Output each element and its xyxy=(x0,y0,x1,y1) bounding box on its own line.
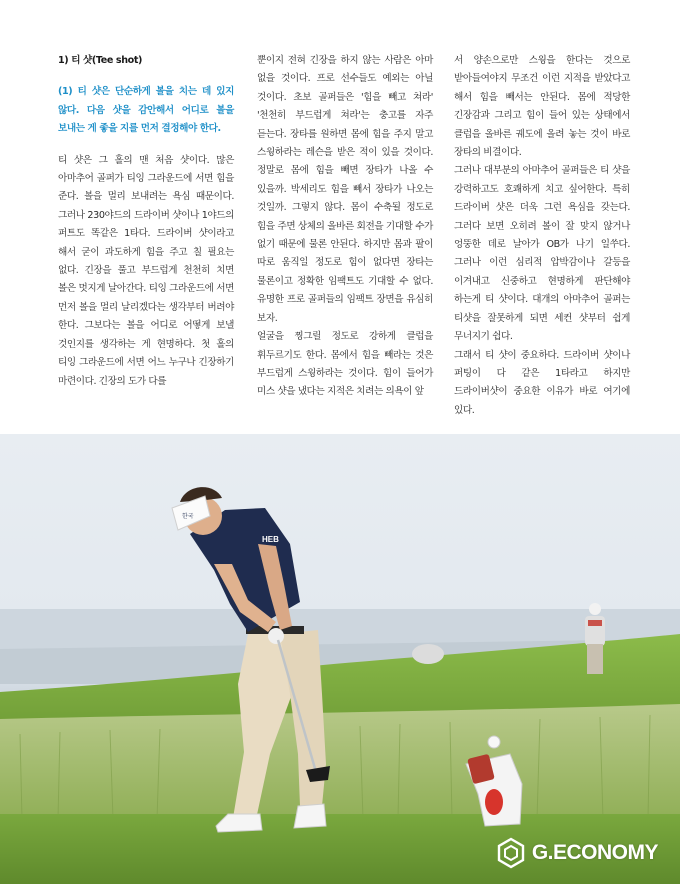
body-paragraph: 그래서 티 샷이 중요하다. 드라이버 샷이나 퍼팅이 다 같은 1타라고 하지만 드라이버샷이 중요한 이유가 바로 여기에 있다. xyxy=(454,349,630,416)
hexagon-logo-icon xyxy=(496,837,526,869)
body-paragraph: 얼굴을 찡그릴 정도로 강하게 클럽을 휘두르기도 한다. 몸에서 힘을 빼라는 것은 부드럽게 스윙하라는 것이다. 힘이 들어가 미스 샷을 냈다는 지적은 치려는 의욕이 앞 xyxy=(257,331,433,398)
shirt-logo: HEB xyxy=(262,535,279,544)
g-economy-logo xyxy=(496,836,658,870)
body-paragraph: 그러나 대부분의 아마추어 골퍼들은 티 샷을 강력하고도 호쾌하게 치고 싶어한다. 특히 드라이버 샷은 더욱 그런 욕심을 갖는다. 그러다 보면 오히려 볼이 잘 맞지 않거나 엉뚱한 데로 날아가 OB가 나기 일쑤다. 그러나 이런 심리적 압박감이나 갈등을 이겨내고 신중하고 현명하게 판단해야 하는게 티 샷이다. 대개의 아마추어 골퍼는 티샷을 잘못하게 되면 세컨 샷부터 쉽게 무너지기 쉽다. xyxy=(454,165,630,343)
article-column-2 xyxy=(257,52,433,402)
article-column-3 xyxy=(454,52,630,420)
body-paragraph: 서 양손으로만 스윙을 한다는 것으로 받아들여야지 무조건 이런 지적을 받았다고 해서 힘을 빼서는 안된다. 몸에 적당한 긴장감과 그리고 힘이 들어 있는 상태에서 클럽을 올바른 궤도에 올려 놓는 것이 바로 장타의 비결이다. xyxy=(454,55,630,159)
logo-wordmark: G.ECONOMY xyxy=(531,841,658,864)
lead-paragraph: (1) 티 샷은 단순하게 볼을 치는 데 있지 않다. 다음 샷을 감안해서 어디로 볼을 보내는 게 좋을 지를 먼저 결정해야 한다. xyxy=(58,86,234,135)
article-column-1 xyxy=(58,52,234,391)
background-golf-bag xyxy=(412,644,444,664)
section-heading: 1) 티 샷(Tee shot) xyxy=(58,55,142,66)
visor-text: 한국 xyxy=(182,513,194,520)
right-shoe xyxy=(294,804,326,828)
body-paragraph: 티 샷은 그 홀의 맨 처음 샷이다. 많은 아마추어 골퍼가 티잉 그라운드에 서면 힘을 준다. 볼을 멀리 보내려는 욕심 때문이다. 그러나 230야드의 드라이버 샷이나 1야드의 퍼트도 똑같은 1타다. 드라이버 샷이라고 해서 굳이 과도하게 힘을 주고 칠 필요는 없다. 긴장을 풀고 부드럽게 천천히 치면 볼은 멋지게 날아간다. 티잉 그라운드에 서면 먼저 볼을 멀리 날리겠다는 생각부터 버려야 한다. 그보다는 볼을 어디로 어떻게 보낼 것인지를 생각하는 게 현명하다. 첫 홀의 티잉 그라운드에 서면 어느 누구나 긴장하기 마련이다. 긴장의 도가 다를 xyxy=(58,154,234,387)
body-paragraph: 뿐이지 전혀 긴장을 하지 않는 사람은 아마 없을 것이다. 프로 선수들도 예외는 아닐 것이다. 초보 골퍼들은 '힘을 빼고 쳐라' '천천히 부드럽게 쳐라'는 충고를 자주 듣는다. 장타를 원하면 몸에 힘을 주지 말고 스윙하라는 레슨을 받은 적이 있을 것이다. 정말로 몸에 힘을 빼면 장타가 나올 수 있을까. 박세리도 힘을 빼서 장타가 나오는 것일까. 그렇지 않다. 몸이 수축될 정도로 힘을 주면 상체의 올바른 회전을 기대할 수가 없기 때문에 물론 안된다. 하지만 몸과 팔이 따로 움직일 정도로 힘이 없다면 장타는 물론이고 정확한 임팩트도 기대할 수 없다. 유명한 프로 골퍼들의 임팩트 장면을 유심히 보자. xyxy=(257,55,433,324)
rough-grass xyxy=(0,704,680,824)
golf-scene-illustration xyxy=(0,434,680,884)
golfer-tee-shot-photo xyxy=(0,434,680,884)
